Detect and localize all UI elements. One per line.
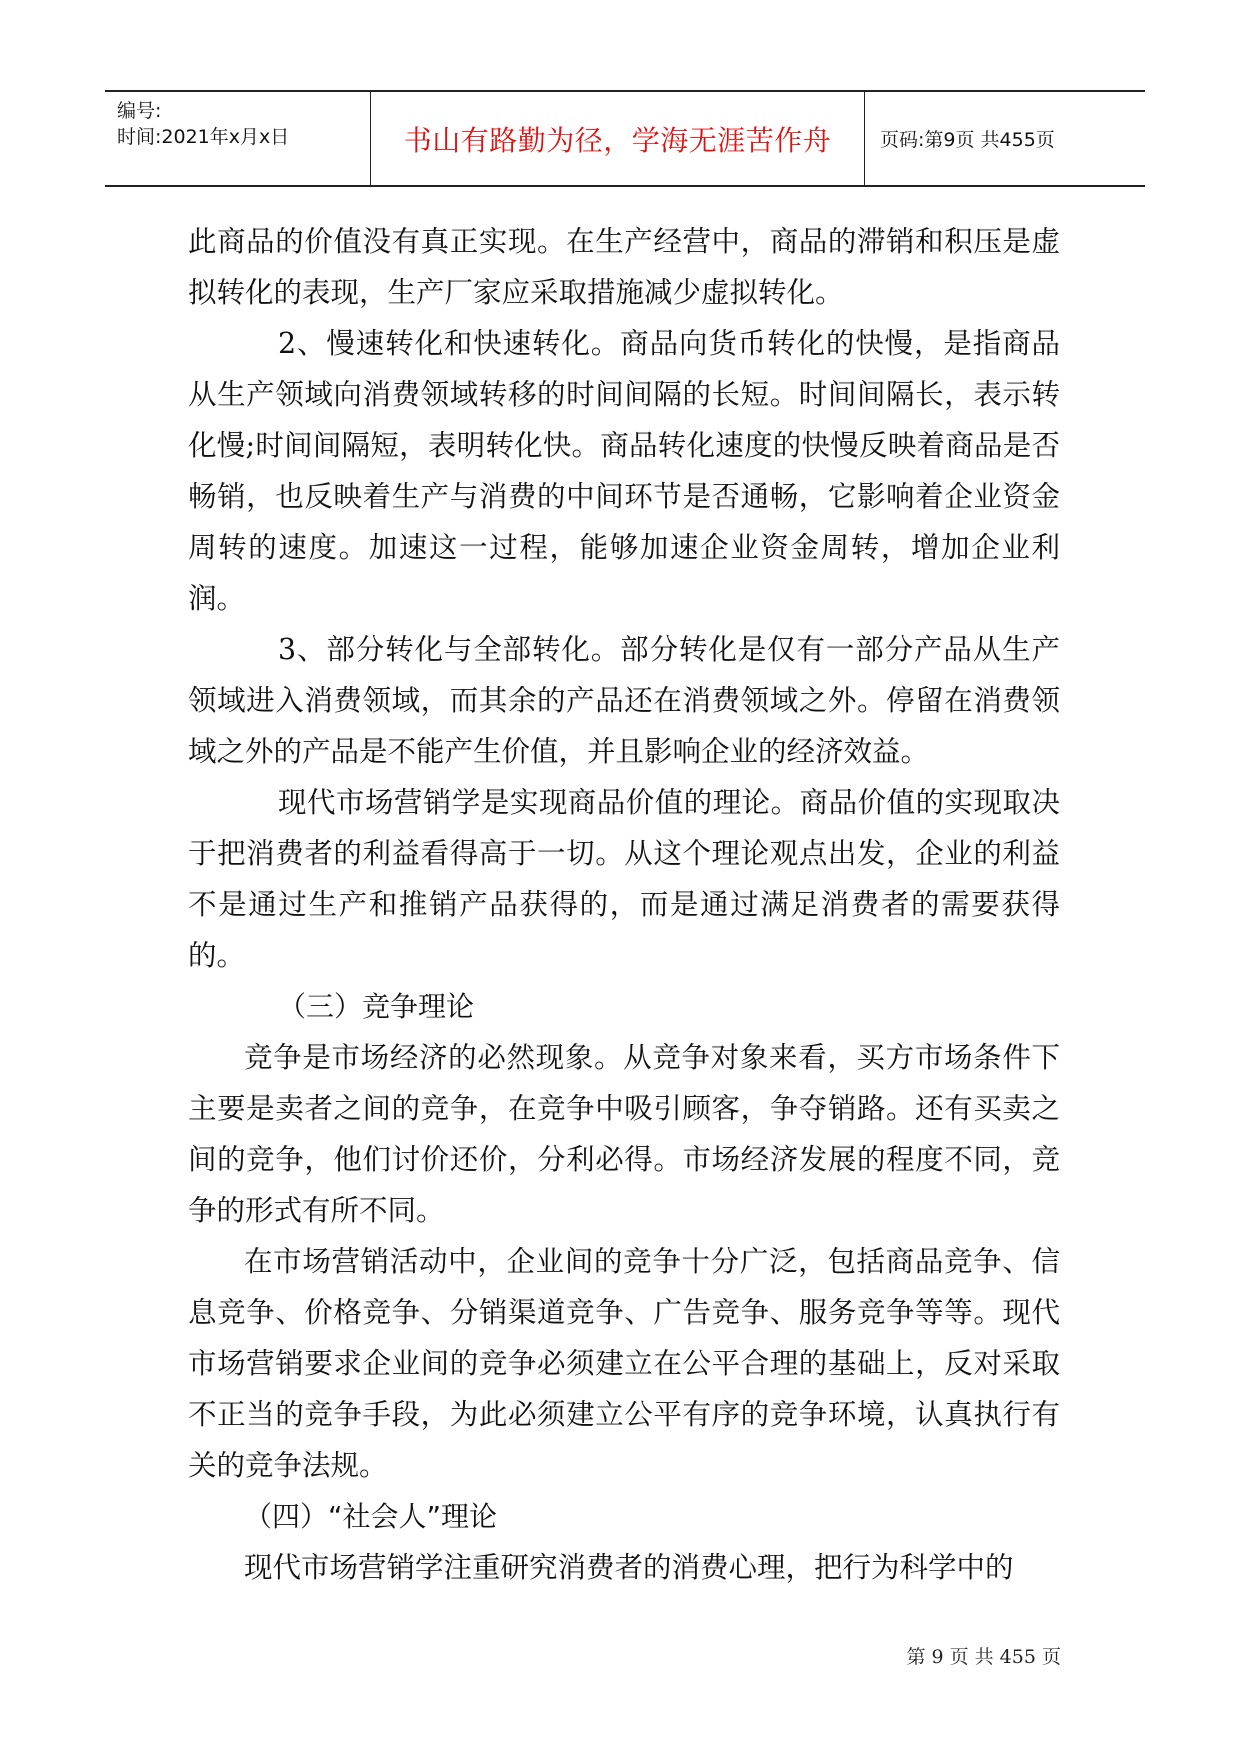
paragraph: 现代市场营销学注重研究消费者的消费心理，把行为科学中的 (244, 1551, 1014, 1584)
paragraph: 3、部分转化与全部转化。部分转化是仅有一部分产品从生产领域进入消费领域，而其余的产品还在消费领域之外。停留在消费领域之外的产品是不能产生价值，并且影响企业的经济效益。 (188, 633, 1060, 768)
section-heading: （四）“社会人”理论 (244, 1500, 498, 1533)
header-motto: 书山有路勤为径，学海无涯苦作舟 (403, 124, 832, 157)
paragraph: 2、慢速转化和快速转化。商品向货币转化的快慢，是指商品从生产领域向消费领域转移的时间间隔的长短。时间间隔长，表示转化慢;时间间隔短，表明转化快。商品转化速度的快慢反映着商品是否畅销，也反映着生产与消费的中间环节是否通畅，它影响着企业资金周转的速度。加速这一过程，能够加速企业资金周转，增加企业利润。 (188, 327, 1060, 615)
header-page-number: 页码:第9页 共455页 (880, 129, 1055, 151)
paragraph: 竞争是市场经济的必然现象。从竞争对象来看，买方市场条件下主要是卖者之间的竞争，在竞争中吸引顾客，争夺销路。还有买卖之间的竞争，他们讨价还价，分利必得。市场经济发展的程度不同，竞争的形式有所不同。 (188, 1041, 1060, 1227)
page-footer: 第 9 页 共 455 页 (906, 1646, 1061, 1668)
header-page-cell (866, 92, 1145, 185)
paragraph: 现代市场营销学是实现商品价值的理论。商品价值的实现取决于把消费者的利益看得高于一切。从这个理论观点出发，企业的利益不是通过生产和推销产品获得的，而是通过满足消费者的需要获得的。 (188, 786, 1060, 972)
document-body (188, 216, 1060, 1593)
paragraph: 此商品的价值没有真正实现。在生产经营中，商品的滞销和积压是虚拟转化的表现，生产厂家应采取措施减少虚拟转化。 (188, 225, 1060, 309)
header-info-cell (105, 92, 371, 185)
time-label: 时间:2021年x月x日 (117, 126, 290, 148)
page-header (105, 90, 1145, 187)
header-motto-cell (371, 92, 865, 185)
serial-label: 编号: (117, 100, 162, 122)
paragraph: 在市场营销活动中，企业间的竞争十分广泛，包括商品竞争、信息竞争、价格竞争、分销渠道竞争、广告竞争、服务竞争等等。现代市场营销要求企业间的竞争必须建立在公平合理的基础上，反对采取不正当的竞争手段，为此必须建立公平有序的竞争环境，认真执行有关的竞争法规。 (188, 1245, 1060, 1482)
section-heading: （三）竞争理论 (278, 990, 475, 1023)
